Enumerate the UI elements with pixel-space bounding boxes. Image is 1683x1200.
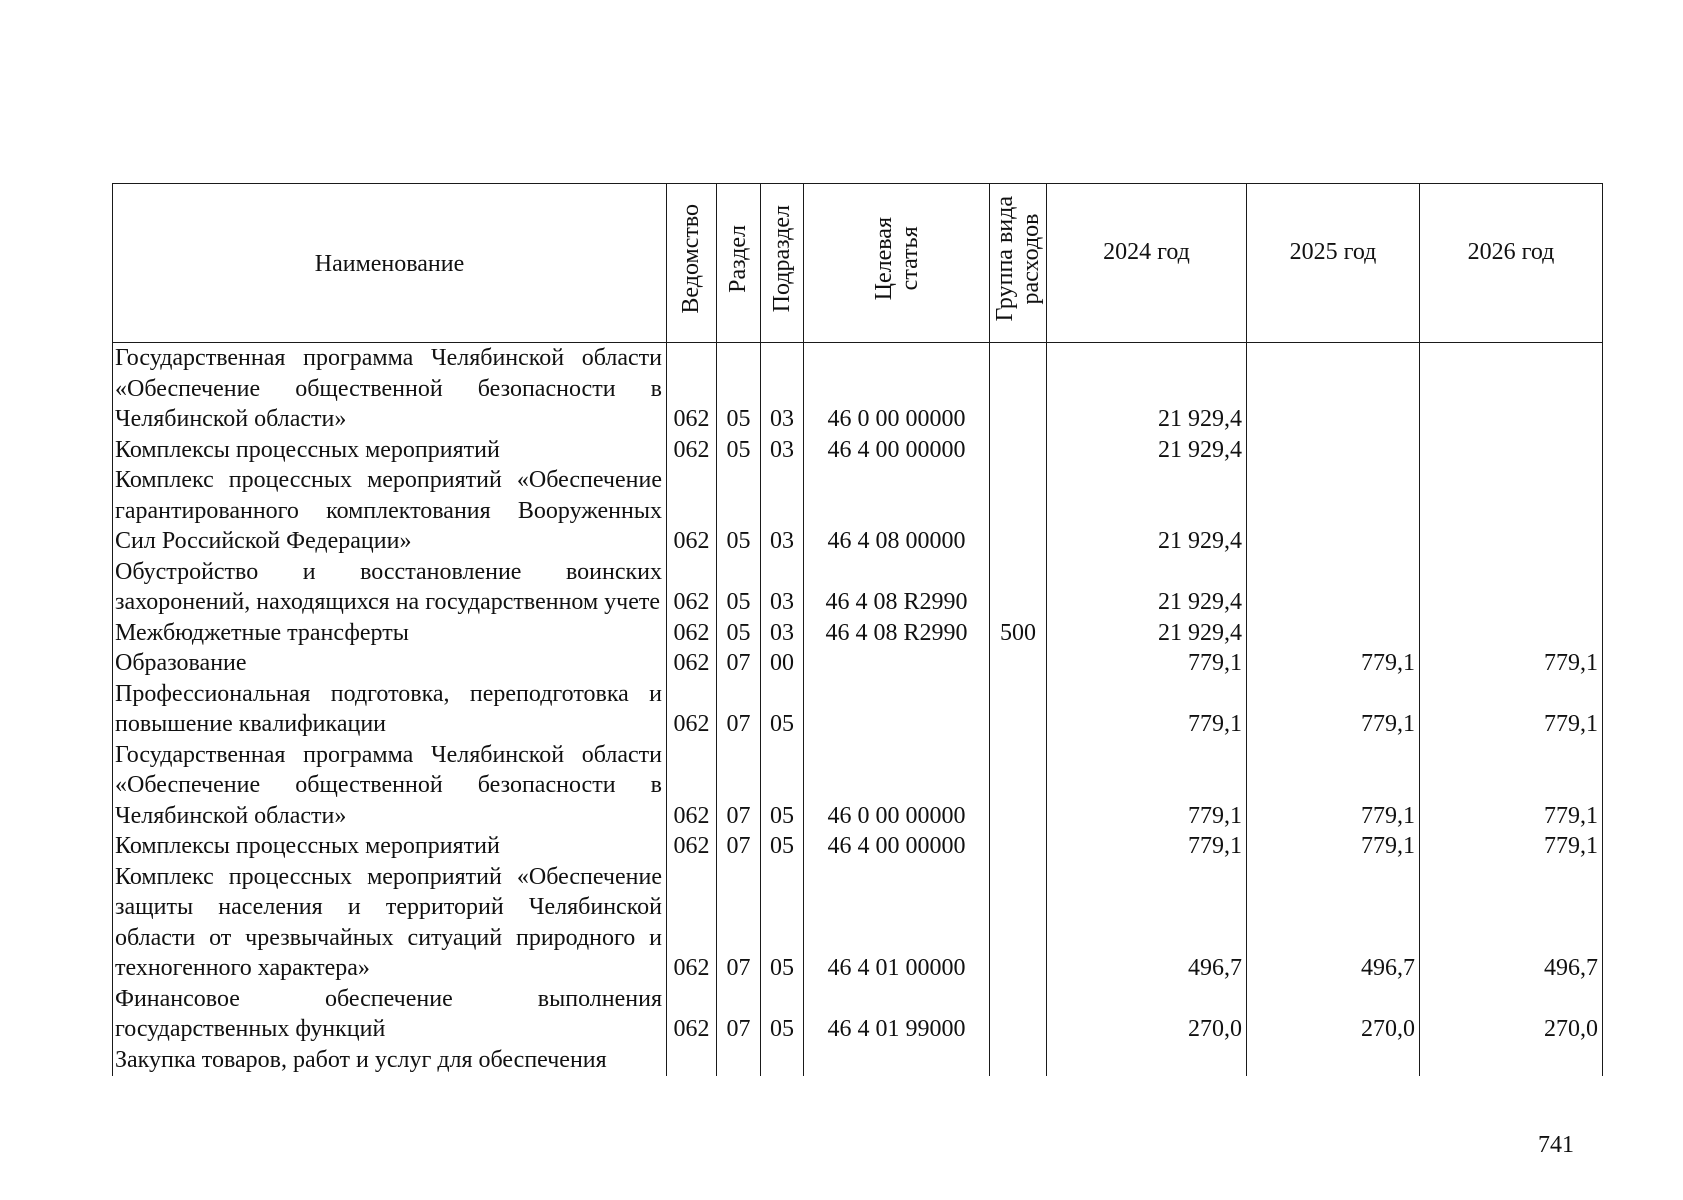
- row-amount-2025: 779,1: [1247, 679, 1420, 740]
- row-subsection: 00: [761, 648, 804, 679]
- row-department: 062: [667, 831, 717, 862]
- row-amount-2024: 779,1: [1047, 740, 1247, 832]
- row-section: 07: [717, 679, 761, 740]
- row-target-article: 46 4 01 99000: [804, 984, 990, 1045]
- row-name: Комплекс процессных мероприятий «Обеспечение гарантированного комплектования Вооруженных Сил Российской Федерации»: [113, 465, 667, 557]
- row-name: Комплексы процессных мероприятий: [113, 831, 667, 862]
- header-expense-group: [990, 184, 1047, 343]
- table-row: [113, 1045, 1603, 1076]
- row-subsection: 05: [761, 740, 804, 832]
- row-name: Закупка товаров, работ и услуг для обеспечения: [113, 1045, 667, 1076]
- row-amount-2025: [1247, 618, 1420, 649]
- row-target-article: 46 4 00 00000: [804, 831, 990, 862]
- row-amount-2024: 21 929,4: [1047, 618, 1247, 649]
- table-row: [113, 435, 1603, 466]
- row-name: Комплексы процессных мероприятий: [113, 435, 667, 466]
- row-target-article: 46 4 08 00000: [804, 465, 990, 557]
- row-section: 05: [717, 557, 761, 618]
- row-amount-2024: 21 929,4: [1047, 465, 1247, 557]
- row-target-article: [804, 1045, 990, 1076]
- row-expense-group: 500: [990, 618, 1047, 649]
- row-amount-2025: [1247, 1045, 1420, 1076]
- row-amount-2025: [1247, 557, 1420, 618]
- row-amount-2025: 496,7: [1247, 862, 1420, 984]
- row-amount-2025: [1247, 465, 1420, 557]
- row-name: Профессиональная подготовка, переподготовка и повышение квалификации: [113, 679, 667, 740]
- row-amount-2026: [1420, 557, 1603, 618]
- row-amount-2026: 779,1: [1420, 679, 1603, 740]
- row-amount-2024: 779,1: [1047, 679, 1247, 740]
- row-subsection: 03: [761, 618, 804, 649]
- row-expense-group: [990, 984, 1047, 1045]
- row-department: 062: [667, 984, 717, 1045]
- row-section: 07: [717, 740, 761, 832]
- row-expense-group: [990, 648, 1047, 679]
- row-subsection: [761, 1045, 804, 1076]
- header-year-2024: 2024 год: [1047, 184, 1247, 343]
- table-row: [113, 862, 1603, 984]
- header-target-article: [804, 184, 990, 343]
- row-amount-2024: 779,1: [1047, 648, 1247, 679]
- row-amount-2024: [1047, 1045, 1247, 1076]
- row-target-article: 46 0 00 00000: [804, 740, 990, 832]
- row-amount-2024: 21 929,4: [1047, 343, 1247, 435]
- row-target-article: 46 4 01 00000: [804, 862, 990, 984]
- row-amount-2026: [1420, 465, 1603, 557]
- row-amount-2025: 270,0: [1247, 984, 1420, 1045]
- row-department: 062: [667, 679, 717, 740]
- table-row: [113, 648, 1603, 679]
- header-target-line2: статья: [896, 226, 923, 291]
- header-department: Ведомство: [667, 184, 717, 343]
- table-row: [113, 618, 1603, 649]
- header-name: Наименование: [113, 184, 667, 343]
- header-subsection: Подраздел: [761, 184, 804, 343]
- row-expense-group: [990, 679, 1047, 740]
- row-amount-2025: [1247, 435, 1420, 466]
- row-department: 062: [667, 618, 717, 649]
- row-name: Межбюджетные трансферты: [113, 618, 667, 649]
- table-row: [113, 465, 1603, 557]
- row-subsection: 03: [761, 557, 804, 618]
- row-section: 05: [717, 465, 761, 557]
- row-target-article: 46 4 08 R2990: [804, 557, 990, 618]
- row-expense-group: [990, 862, 1047, 984]
- row-amount-2026: 779,1: [1420, 831, 1603, 862]
- row-amount-2025: [1247, 343, 1420, 435]
- table-row: [113, 679, 1603, 740]
- header-target-line1: Целевая: [870, 217, 897, 301]
- row-section: 05: [717, 343, 761, 435]
- row-amount-2026: 779,1: [1420, 740, 1603, 832]
- row-name: Финансовое обеспечение выполнения государственных функций: [113, 984, 667, 1045]
- page-number: 741: [1538, 1132, 1574, 1158]
- table-row: [113, 984, 1603, 1045]
- row-amount-2024: 779,1: [1047, 831, 1247, 862]
- row-amount-2026: 779,1: [1420, 648, 1603, 679]
- row-section: [717, 1045, 761, 1076]
- row-section: 07: [717, 862, 761, 984]
- row-name: Государственная программа Челябинской области «Обеспечение общественной безопасности в Челябинской области»: [113, 343, 667, 435]
- row-expense-group: [990, 740, 1047, 832]
- table-body: [113, 343, 1603, 1076]
- row-amount-2025: 779,1: [1247, 831, 1420, 862]
- budget-table: [112, 183, 1603, 1076]
- row-name: Комплекс процессных мероприятий «Обеспечение защиты населения и территорий Челябинской области от чрезвычайных ситуаций природного и техногенного характера»: [113, 862, 667, 984]
- row-amount-2024: 270,0: [1047, 984, 1247, 1045]
- row-amount-2024: 21 929,4: [1047, 435, 1247, 466]
- row-department: 062: [667, 740, 717, 832]
- row-amount-2026: 270,0: [1420, 984, 1603, 1045]
- row-department: 062: [667, 557, 717, 618]
- row-subsection: 05: [761, 984, 804, 1045]
- row-target-article: 46 4 08 R2990: [804, 618, 990, 649]
- row-subsection: 03: [761, 465, 804, 557]
- row-name: Государственная программа Челябинской области «Обеспечение общественной безопасности в Челябинской области»: [113, 740, 667, 832]
- row-department: 062: [667, 435, 717, 466]
- row-subsection: 05: [761, 679, 804, 740]
- row-subsection: 03: [761, 343, 804, 435]
- row-department: 062: [667, 648, 717, 679]
- row-amount-2026: [1420, 1045, 1603, 1076]
- row-department: 062: [667, 343, 717, 435]
- table-row: [113, 343, 1603, 435]
- row-name: Образование: [113, 648, 667, 679]
- row-name: Обустройство и восстановление воинских захоронений, находящихся на государственном учете: [113, 557, 667, 618]
- row-amount-2024: 21 929,4: [1047, 557, 1247, 618]
- row-section: 05: [717, 435, 761, 466]
- row-amount-2026: [1420, 343, 1603, 435]
- table-row: [113, 740, 1603, 832]
- row-section: 07: [717, 831, 761, 862]
- row-expense-group: [990, 343, 1047, 435]
- row-expense-group: [990, 557, 1047, 618]
- row-target-article: [804, 679, 990, 740]
- row-section: 07: [717, 648, 761, 679]
- row-expense-group: [990, 465, 1047, 557]
- row-expense-group: [990, 1045, 1047, 1076]
- header-group-line1: Группа вида: [992, 196, 1018, 322]
- row-department: 062: [667, 465, 717, 557]
- header-year-2025: 2025 год: [1247, 184, 1420, 343]
- row-subsection: 05: [761, 831, 804, 862]
- row-target-article: 46 4 00 00000: [804, 435, 990, 466]
- row-section: 07: [717, 984, 761, 1045]
- row-amount-2024: 496,7: [1047, 862, 1247, 984]
- table-row: [113, 557, 1603, 618]
- row-expense-group: [990, 435, 1047, 466]
- row-department: [667, 1045, 717, 1076]
- row-amount-2025: 779,1: [1247, 648, 1420, 679]
- table-row: [113, 831, 1603, 862]
- row-amount-2026: [1420, 618, 1603, 649]
- table-header: [113, 184, 1603, 343]
- row-amount-2025: 779,1: [1247, 740, 1420, 832]
- row-target-article: 46 0 00 00000: [804, 343, 990, 435]
- header-group-line2: расходов: [1018, 213, 1044, 305]
- header-year-2026: 2026 год: [1420, 184, 1603, 343]
- header-section: Раздел: [717, 184, 761, 343]
- row-department: 062: [667, 862, 717, 984]
- row-amount-2026: [1420, 435, 1603, 466]
- row-subsection: 03: [761, 435, 804, 466]
- row-expense-group: [990, 831, 1047, 862]
- row-amount-2026: 496,7: [1420, 862, 1603, 984]
- row-section: 05: [717, 618, 761, 649]
- row-subsection: 05: [761, 862, 804, 984]
- row-target-article: [804, 648, 990, 679]
